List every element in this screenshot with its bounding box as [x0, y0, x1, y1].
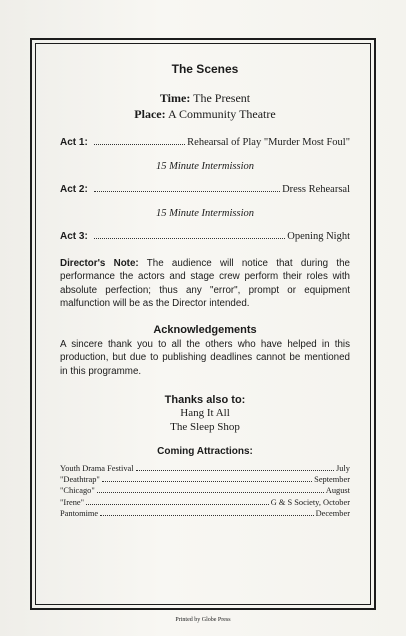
act-3-leader [94, 238, 286, 239]
thanks-item: Hang It All [180, 407, 230, 420]
attraction-title: "Deathtrap" [60, 475, 100, 485]
attraction-row [60, 463, 350, 474]
act-2-leader [94, 191, 280, 192]
intermission-2: 15 Minute Intermission [156, 208, 254, 219]
attraction-leader [86, 504, 269, 505]
attraction-date: G & S Society, October [270, 497, 350, 507]
programme-content [60, 58, 350, 519]
time-label: Time: [159, 91, 191, 105]
place-line [60, 106, 350, 122]
attraction-title: Pantomime [60, 508, 99, 518]
attraction-row [60, 497, 350, 508]
act-2-row [60, 183, 350, 196]
acknowledgements-heading: Acknowledgements [153, 324, 257, 337]
attraction-row [60, 474, 350, 485]
place-label: Place: [134, 107, 166, 121]
act-1-leader [94, 144, 185, 145]
attraction-leader [102, 481, 312, 482]
act-3-label: Act 3: [60, 231, 88, 242]
act-3-row [60, 230, 350, 243]
attraction-title: "Chicago" [60, 486, 95, 496]
time-value: The Present [193, 91, 251, 105]
attraction-row [60, 485, 350, 496]
attraction-title: Youth Drama Festival [60, 464, 134, 474]
act-2-value: Dress Rehearsal [282, 184, 350, 195]
time-line [60, 90, 350, 106]
attraction-date: September [314, 475, 350, 485]
attraction-title: "Irene" [60, 497, 85, 507]
coming-attractions-heading: Coming Attractions: [157, 446, 253, 458]
attraction-date: July [336, 464, 350, 474]
attraction-leader [97, 492, 324, 493]
scenes-heading: The Scenes [171, 62, 239, 76]
directors-note-label: Director's Note: [60, 258, 139, 269]
thanks-item: The Sleep Shop [170, 421, 240, 434]
printer-credit: Printed by Globe Press [175, 617, 231, 623]
thanks-heading: Thanks also to: [164, 394, 246, 407]
act-3-value: Opening Night [287, 231, 350, 242]
act-1-value: Rehearsal of Play "Murder Most Foul" [187, 137, 350, 148]
act-1-label: Act 1: [60, 137, 88, 148]
directors-note [60, 257, 350, 310]
place-value: A Community Theatre [167, 107, 276, 121]
attraction-date: December [315, 508, 350, 518]
directors-note-text: The audience will notice that during the performance the actors and stage crew perform their roles with absolute perfection; thus any "error", prompt or equipment malfunction will be as the Director intended. [60, 258, 351, 309]
act-1-row [60, 136, 350, 149]
acknowledgements-text: A sincere thank you to all the others who have helped in this production, but due to publishing deadlines cannot be mentioned in this programme. [60, 339, 350, 377]
intermission-1: 15 Minute Intermission [156, 161, 254, 172]
attraction-date: August [325, 486, 350, 496]
attraction-leader [100, 515, 313, 516]
attraction-row [60, 508, 350, 519]
act-2-label: Act 2: [60, 184, 88, 195]
attraction-leader [136, 470, 334, 471]
